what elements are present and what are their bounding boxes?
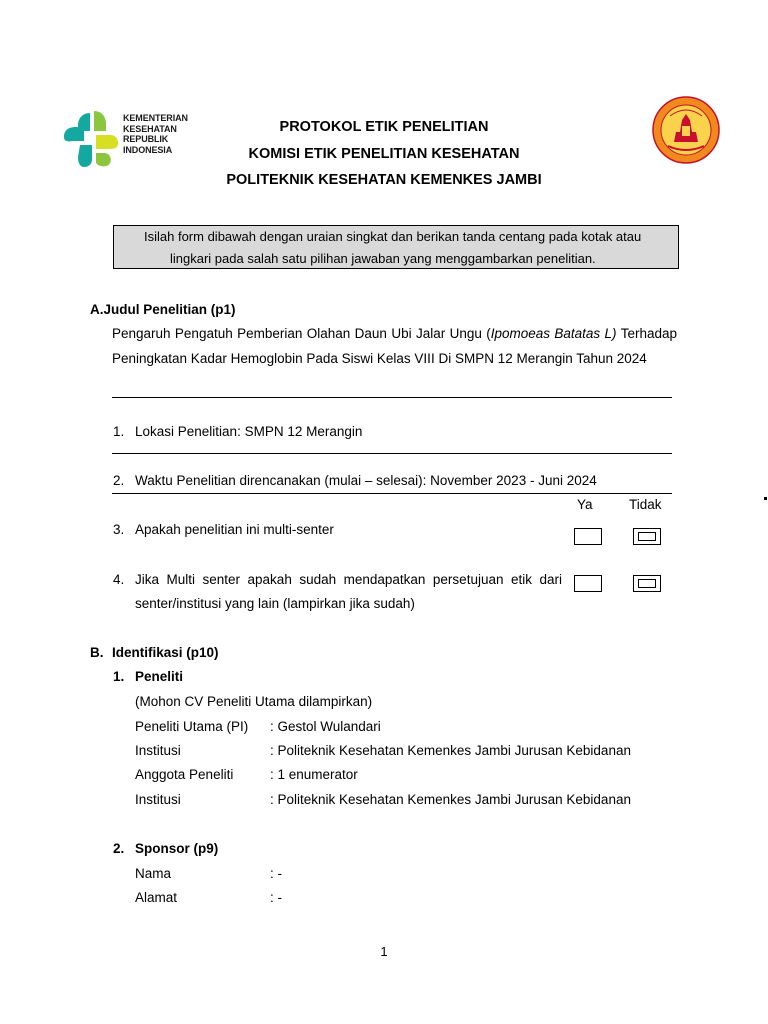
document-title: PROTOKOL ETIK PENELITIAN <box>279 119 489 135</box>
item-number: 2. <box>113 473 125 488</box>
divider <box>112 493 672 494</box>
institusi-value: : Politeknik Kesehatan Kemenkes Jambi Jurusan Kebidanan <box>270 743 631 758</box>
instruction-line-2: lingkari pada salah satu pilihan jawaban yang menggambarkan penelitian. <box>170 251 596 266</box>
research-title-part-1: Pengaruh Pengatuh Pemberian Olahan Daun Ubi Jalar Ungu ( <box>112 326 491 341</box>
section-a-heading: A.Judul Penelitian (p1) <box>90 302 236 317</box>
research-title-part-2: Terhadap Peningkatan Kadar Hemoglobin Pada Siswi Kelas VIII Di SMPN 12 Merangin Tahun 2024 <box>112 326 677 366</box>
sponsor-alamat-label: Alamat <box>135 890 178 905</box>
ethics-approval-question-line-2: senter/institusi yang lain (lampirkan jika sudah) <box>135 596 415 611</box>
divider <box>112 397 672 398</box>
checkbox-mark <box>638 532 656 541</box>
multicenter-tidak-checkbox[interactable] <box>633 528 661 545</box>
ethics-approval-ya-checkbox[interactable] <box>574 575 602 592</box>
section-b-label: B. <box>90 645 104 660</box>
item-number: 4. <box>113 572 125 587</box>
institusi-label: Institusi <box>135 743 181 758</box>
logo-text-line: REPUBLIK <box>123 134 169 144</box>
column-tidak: Tidak <box>629 497 662 512</box>
peneliti-heading: Peneliti <box>135 669 184 684</box>
divider <box>112 453 672 454</box>
item-number: 2. <box>113 841 125 856</box>
item-number: 1. <box>113 669 125 684</box>
logo-text-line: KESEHATAN <box>123 123 177 134</box>
institution-title: POLITEKNIK KESEHATAN KEMENKES JAMBI <box>226 172 542 188</box>
sponsor-alamat-value: : - <box>270 890 282 905</box>
pi-value: : Gestol Wulandari <box>270 719 381 734</box>
sponsor-nama-value: : - <box>270 866 282 881</box>
item-number: 1. <box>113 424 125 439</box>
checkbox-mark <box>638 579 656 588</box>
ethics-approval-question-line-1: Jika Multi senter apakah sudah mendapatkan persetujuan etik dari <box>135 572 562 587</box>
committee-title: KOMISI ETIK PENELITIAN KESEHATAN <box>248 146 520 162</box>
ethics-approval-tidak-checkbox[interactable] <box>633 575 661 592</box>
institusi-value: : Politeknik Kesehatan Kemenkes Jambi Jurusan Kebidanan <box>270 792 631 807</box>
instruction-box <box>113 225 679 269</box>
anggota-label: Anggota Peneliti <box>135 767 234 782</box>
sponsor-heading: Sponsor (p9) <box>135 841 219 856</box>
logo-text-line: KEMENTERIAN <box>123 113 188 123</box>
cv-note: (Mohon CV Peneliti Utama dilampirkan) <box>135 694 373 709</box>
section-b-heading: Identifikasi (p10) <box>112 645 219 660</box>
sponsor-nama-label: Nama <box>135 866 172 881</box>
instruction-line-1: Isilah form dibawah dengan uraian singkat dan berikan tanda centang pada kotak atau <box>144 229 642 244</box>
item-number: 3. <box>113 522 125 537</box>
column-ya: Ya <box>577 497 593 512</box>
logo-text-line: INDONESIA <box>123 144 173 155</box>
multicenter-ya-checkbox[interactable] <box>574 528 602 545</box>
location-text: Lokasi Penelitian: SMPN 12 Merangin <box>135 424 363 439</box>
institusi-label: Institusi <box>135 792 181 807</box>
page-number: 1 <box>380 944 388 959</box>
stray-mark <box>764 497 767 500</box>
time-text: Waktu Penelitian direncanakan (mulai – selesai): November 2023 - Juni 2024 <box>135 473 597 488</box>
pi-label: Peneliti Utama (PI) <box>135 719 249 734</box>
research-title-italic: Ipomoeas Batatas L) <box>490 326 617 341</box>
research-title-text <box>112 322 677 371</box>
multicenter-question: Apakah penelitian ini multi-senter <box>135 522 334 537</box>
anggota-value: : 1 enumerator <box>270 767 358 782</box>
